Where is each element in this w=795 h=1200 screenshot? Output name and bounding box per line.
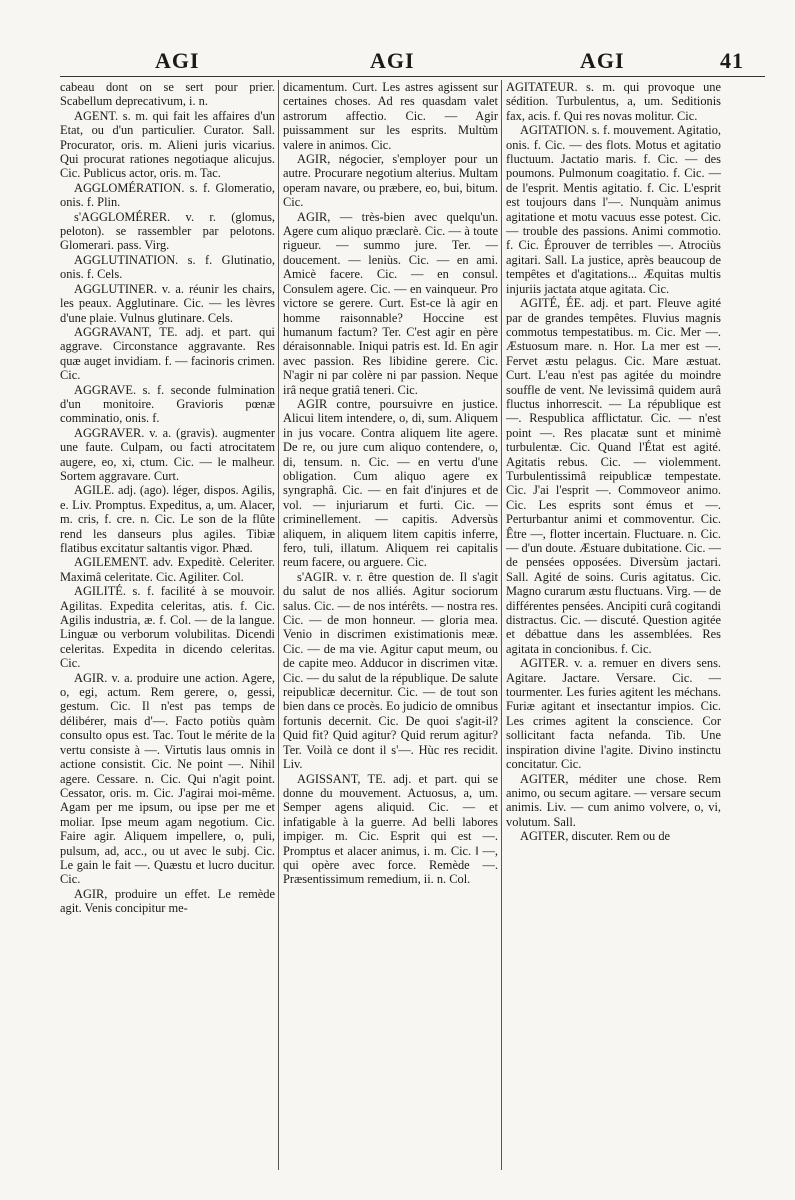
dictionary-entry: AGITATEUR. s. m. qui provoque une sédition. Turbulentus, a, um. Seditionis fax, acis. f. Qui res novas molitur. Cic. xyxy=(506,80,721,123)
dictionary-entry: AGISSANT, TE. adj. et part. qui se donne du mouvement. Actuosus, a, um. Semper agens aliquid. Cic. — et infatigable à la guerre. Ad belli labores impiger. m. Cic. Esprit qui est —. Promptus et alacer animus, i. m. Cic. ‖ —, qui opère avec force. Remède —. Præsentissimum remedium, ii. n. Col. xyxy=(283,771,498,887)
dictionary-entry: AGGLUTINER. v. a. réunir les chairs, les peaux. Agglutinare. Cic. — les lèvres d'une plaie. Vulnus glutinare. Cels. xyxy=(60,281,275,325)
column-3 xyxy=(506,80,721,1170)
dictionary-entry: AGGRAVANT, TE. adj. et part. qui aggrave. Circonstance aggravante. Res quæ auget invidiam. f. — facinoris crimen. Cic. xyxy=(60,324,275,383)
dictionary-entry: AGENT. s. m. qui fait les affaires d'un Etat, ou d'un particulier. Curator. Sall. Procurator, oris. m. Alieni juris vicarius. Qui procurat rationes negotiaque alicujus. Cic. Publicus actor, oris. m. Tac. xyxy=(60,108,275,181)
dictionary-entry: AGIR, — très-bien avec quelqu'un. Agere cum aliquo præclarè. Cic. — à toute rigueur. — summo jure. Ter. — doucement. — leniùs. Cic. — en ami. Amicè facere. Cic. — en consul. Consulem agere. Cic. — en vainqueur. Pro victore se gerere. Curt. Est-ce là agir en homme raisonnable? Hoccine est humanum factum? Ter. C'est agir en père déraisonnable. Iniqui patris est. Id. En agir avec passion. Res libidine gerere. Cic. N'agir ni par colère ni par passion. Neque irâ neque gratiâ teneri. Cic. xyxy=(283,209,498,397)
dictionary-entry: cabeau dont on se sert pour prier. Scabellum deprecativum, i. n. xyxy=(60,80,275,109)
dictionary-entry: s'AGGLOMÉRER. v. r. (glomus, peloton). se rassembler par pelotons. Glomerari. pass. Virg. xyxy=(60,209,275,253)
dictionary-entry: AGITER, discuter. Rem ou de xyxy=(520,829,671,844)
dictionary-entry: AGITER. v. a. remuer en divers sens. Agitare. Jactare. Versare. Cic. — tourmenter. Les furies agitent les méchans. Furiæ agitant et insectantur impios. Cic. Les crimes agitent la conscience. Cor sollicitant facta nefanda. Tib. Une inspiration divine l'agite. Divino instinctu concitatur. Cic. xyxy=(506,656,721,772)
dictionary-entry: AGGLUTINATION. s. f. Glutinatio, onis. f. Cels. xyxy=(60,252,275,282)
dictionary-entry: dicamentum. Curt. Les astres agissent sur certaines choses. Ad res quasdam valet astrorum affectio. Cic. — Agir puissamment sur les esprits. Multùm valere in animos. Cic. xyxy=(283,80,498,152)
dictionary-entry: AGIR. v. a. produire une action. Agere, o, egi, actum. Rem gerere, o, gessi, gestum. Cic. Il n'est pas temps de délibérer, mais d'—. Facto potiùs quàm consulto opus est. Tac. Tout le mérite de la vertu consiste à —. Virtutis laus omnis in actione consistit. Cic. Ne point —. Nihil agere. Cessare. n. Cic. Qui n'agit point. Cessator, oris. m. Cic. J'agirai moi-même. Agam per me ipsum, ou ipse per me et moliar. Ipse meum agam negotium. Cic. Faire agir. Aliquem impellere, o, puli, pulsum, ad, acc., ou ut avec le subj. Cic. Le gain le fait —. Quæstu et lucro ducitur. Cic. xyxy=(60,670,275,887)
dictionary-entry: AGITÉ, ÉE. adj. et part. Fleuve agité par de grandes tempêtes. Fluvius magnis commotus tempestatibus. m. Cic. Mer —. Æstuosum mare. n. Hor. La mer est —. Fervet æstu pelagus. Cic. Mare æstuat. Curt. L'eau n'est pas agitée du moindre souffle de vent. Ne levissimâ quidem aurâ fluctus inhorrescit. — La république est —. Respublica afflictatur. Cic. — n'est point —. Res placatæ sunt et minimè turbulentæ. Cic. Quand l'État est agité. Agitatis rebus. Cic. — violemment. Turbulentissimâ reipublicæ tempestate. Cic. J'ai l'esprit —. Commoveor animo. Cic. Les esprits sont émus et —. Perturbantur animi et commoventur. Cic. Être —, flotter incertain. Fluctuare. n. Cic. — d'un doute. Æstuare dubitatione. Cic. — de pensées opposées. Diversùm jactari. Sall. Agité de soins. Curis agitatus. Cic. Magno curarum æstu fluctuans. Virg. — de différentes pensées. Ancipiti curâ cogitandi distractus. Cic. — discuté. Question agitée et débattue dans les assemblées. Res agitata in concionibus. f. Cic. xyxy=(506,296,721,656)
header-rule xyxy=(60,76,765,77)
dictionary-entry: AGITATION. s. f. mouvement. Agitatio, onis. f. Cic. — des flots. Motus et agitatio fluctuum. Jactatio maris. f. Cic. — des poumons. Pulmonum coagitatio. f. Cic. — de l'esprit. Mentis agitatio. f. Cic. L'esprit est toujours dans l'—. Nunquàm animus agitatione et motu vacuus esse potest. Cic. — trouble des passions. Animi commotio. f. Cic. Éprouver de terribles —. Atrociùs agitari. Sall. La justice, après beaucoup de tempêtes et d'agitations... Æquitas multis injuriis jactata atque agitata. Cic. xyxy=(506,123,721,296)
column-divider-1 xyxy=(278,80,279,1170)
page-number: 41 xyxy=(720,48,744,73)
running-header xyxy=(60,48,765,76)
dictionary-entry: AGILITÉ. s. f. facilité à se mouvoir. Agilitas. Expedita celeritas, atis. f. Cic. Agilis industria, æ. f. Col. — de la langue. Linguæ ou verborum volubilitas. Dicendi celeritas. Expedita in dicendo celeritas. Cic. xyxy=(60,584,275,671)
dictionary-entry: AGITER, méditer une chose. Rem animo, ou secum agitare. — versare secum animis. Liv. — cum animo volvere, o, vi, volutum. Sall. xyxy=(506,771,721,829)
dictionary-entry: AGILE. adj. (ago). léger, dispos. Agilis, e. Liv. Promptus. Expeditus, a, um. Alacer, m. cris, f. cre. n. Cic. Le son de la flûte rend les danseurs plus agiles. Tibiæ flatibus excitatur saltantis vigor. Phæd. xyxy=(60,483,275,555)
column-2 xyxy=(283,80,498,1170)
dictionary-entry: AGGRAVE. s. f. seconde fulmination d'un monitoire. Gravioris pœnæ comminatio, onis. f. xyxy=(60,382,275,426)
header-right-word: AGI xyxy=(580,48,625,73)
dictionary-entry: s'AGIR. v. r. être question de. Il s'agit du salut de nos alliés. Agitur sociorum salus. Cic. — de nos intérêts. — nostra res. Cic. — de mon honneur. — gloria mea. Venio in discrimen existimationis meæ. Cic. — de ma vie. Agitur caput meum, ou de capite meo. Adducor in discrimen vitæ. Cic. — du salut de la république. De salute reipublicæ decernitur. Cic. — de tout son bien dans ce procès. Eo judicio de omnibus fortunis decernit. Cic. De quoi s'agit-il? Quid fit? Quid agitur? Quid rerum agitur? Ter. Voilà ce dont il s'—. Hùc res recidit. Liv. xyxy=(283,569,498,772)
column-divider-2 xyxy=(501,80,502,1170)
dictionary-entry: AGGRAVER. v. a. (gravis). augmenter une faute. Culpam, ou facti atrocitatem augere, eo, xi, ctum. Cic. — le malheur. Sortem aggravare. Curt. xyxy=(60,425,275,483)
dictionary-entry: AGGLOMÉRATION. s. f. Glomeratio, onis. f. Plin. xyxy=(60,180,275,210)
dictionary-entry: AGILEMENT. adv. Expeditè. Celeriter. Maximâ celeritate. Cic. Agiliter. Col. xyxy=(60,555,275,584)
header-left-word: AGI xyxy=(155,48,200,73)
header-middle-word: AGI xyxy=(370,48,415,73)
column-1 xyxy=(60,80,275,1170)
dictionary-entry: AGIR contre, poursuivre en justice. Alicui litem intendere, o, di, sum. Aliquem in jus vocare. Contra aliquem lite agere. De re, ou jure cum aliquo contendere, o, di, tensum. n. Cic. — en vertu d'une obligation. Cum aliquo agere ex syngraphâ. Cic. — en fait d'injures et de vol. — injuriarum et furti. Cic. — criminellement. — capitis. Adversùs aliquem, in aliquem litem capitis inferre, fero, tuli, illatum. Aliquem rei capitalis reum facere, ou arguere. Cic. xyxy=(283,396,498,570)
dictionary-entry: AGIR, produire un effet. Le remède agit. Venis concipitur me- xyxy=(60,886,275,916)
dictionary-entry: AGIR, négocier, s'employer pour un autre. Procurare negotium alterius. Multam operam navare, ou præbere, eo, bui, bitum. Cic. xyxy=(283,152,498,210)
